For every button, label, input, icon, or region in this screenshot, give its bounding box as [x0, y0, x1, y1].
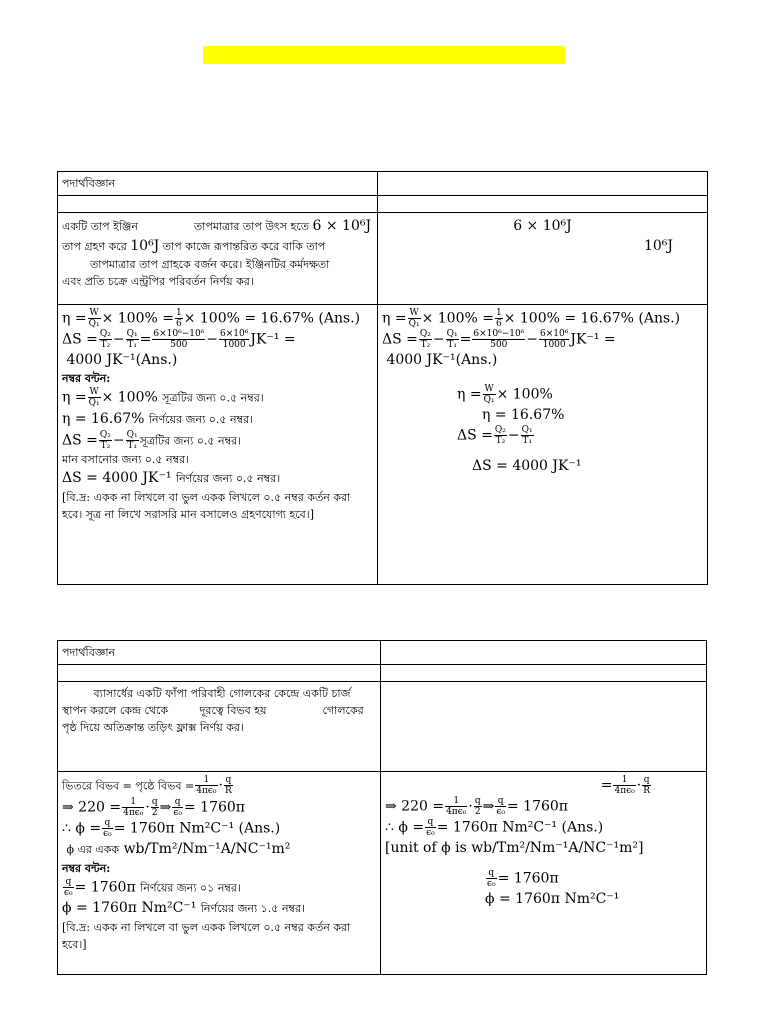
- given-values-cell: 6 × 10⁶J 10⁶J: [378, 213, 708, 305]
- question-table-1: [57, 171, 708, 585]
- empty-cell: [380, 665, 706, 682]
- question-table-2: [57, 640, 707, 975]
- question-cell: একটি তাপ ইঞ্জিন তাপমাত্রার তাপ উৎস হতে 6 × 10⁶J তাপ গ্রহণ করে 10⁶J তাপ কাজে রূপান্তরিত করে বাকি তাপ তাপমাত্রার তাপ গ্রাহকে বর্জন করে। ইঞ্জিনটির কর্মদক্ষতা এবং প্রতি চক্রে এন্ট্রপির পরিবর্তন নির্ণয় কর।: [58, 213, 378, 305]
- subject-cell: পদার্থবিজ্ঞান: [58, 172, 378, 196]
- empty-cell: [58, 665, 381, 682]
- subject-cell: পদার্থবিজ্ঞান: [58, 641, 381, 665]
- empty-cell: [58, 196, 378, 213]
- answer-cell: = $\frac{1}{\text{4πϵ₀}}$ · $\frac{q}{R}$ ⇒ 220 = $\frac{1}{\text{4πϵ₀}}$ · $\frac{q}{2}$ ⇒ $\frac{q}{\text{ϵ₀}}$ = 1760π ∴ ϕ = $\frac{q}{\text{ϵ₀}}$ = 1760π Nm²C⁻¹ (Ans.) [unit of ϕ is wb/Tm²/Nm⁻¹A/NC⁻¹m²] $\frac{q}{\text{ϵ₀}}$ = 1760π ϕ = 1760π Nm²C⁻¹: [380, 772, 706, 975]
- empty-cell: [380, 641, 706, 665]
- yellow-highlight-bar: [203, 46, 565, 64]
- empty-cell: [378, 196, 708, 213]
- empty-cell: [378, 172, 708, 196]
- given-values-cell: [380, 682, 706, 772]
- solution-cell: ভিতরে বিভব = পৃষ্ঠে বিভব = $\frac{1}{\text{4πϵ₀}}$ · $\frac{q}{R}$ ⇒ 220 = $\frac{1}{\text{4πϵ₀}}$ · $\frac{q}{2}$ ⇒ $\frac{q}{\text{ϵ₀}}$ = 1760π ∴ ϕ = $\frac{q}{\text{ϵ₀}}$ = 1760π Nm²C⁻¹ (Ans.) ϕ এর একক wb/Tm²/Nm⁻¹A/NC⁻¹m² নম্বর বন্টন: $\frac{q}{\text{ϵ₀}}$ = 1760π নির্ণয়ের জন্য ০১ নম্বর। ϕ = 1760π Nm²C⁻¹ নির্ণয়ের জন্য ১.৫ নম্বর। [বি.দ্র: একক না লিখলে বা ভুল একক লিখলে ০.৫ নম্বর কর্তন করা হবে।]: [58, 772, 381, 975]
- answer-cell: η = $\frac{W}{\text{Q₁}}$ × 100% = $\frac{1}{6}$ × 100% = 16.67% (Ans.) ΔS = $\frac{\text{Q₂}}{\text{T₂}}$ − $\frac{\text{Q₁}}{\text{T₁}}$ = $\frac{\text{6×10⁶−10⁶}}{500}$ − $\frac{\text{6×10⁶}}{1000}$ JK⁻¹ = 4000 JK⁻¹(Ans.) η = $\frac{W}{\text{Q₁}}$ × 100% η = 16.67% ΔS = $\frac{\text{Q₂}}{\text{T₂}}$ − $\frac{\text{Q₁}}{\text{T₁}}$ ΔS = 4000 JK⁻¹: [378, 305, 708, 585]
- question-cell: ব্যাসার্ধের একটি ফাঁপা পরিবাহী গোলকের কেন্দ্রে একটি চার্জ স্থাপন করলে কেন্দ্র থেকে দূরত্বে বিভব হয় গোলকের পৃষ্ঠ দিয়ে অতিক্রান্ত তড়িৎ ফ্লাক্স নির্ণয় কর।: [58, 682, 381, 772]
- solution-cell: η = $\frac{W}{\text{Q₁}}$ × 100% = $\frac{1}{6}$ × 100% = 16.67% (Ans.) ΔS = $\frac{\text{Q₂}}{\text{T₂}}$ − $\frac{\text{Q₁}}{\text{T₁}}$ = $\frac{\text{6×10⁶−10⁶}}{500}$ − $\frac{\text{6×10⁶}}{1000}$ JK⁻¹ = 4000 JK⁻¹(Ans.) নম্বর বন্টন: η = $\frac{W}{\text{Q₁}}$ × 100% সূত্রটির জন্য ০.৫ নম্বর। η = 16.67% নির্ণয়ের জন্য ০.৫ নম্বর। ΔS = $\frac{\text{Q₂}}{\text{T₂}}$ − $\frac{\text{Q₁}}{\text{T₁}}$ সূত্রটির জন্য ০.৫ নম্বর। মান বসানোর জন্য ০.৫ নম্বর। ΔS = 4000 JK⁻¹ নির্ণয়ের জন্য ০.৫ নম্বর। [বি.দ্র: একক না লিখলে বা ভুল একক লিখলে ০.৫ নম্বর কর্তন করা হবে। সূত্র না লিখে সরাসরি মান বসালেও গ্রহণযোগ্য হবে।]: [58, 305, 378, 585]
